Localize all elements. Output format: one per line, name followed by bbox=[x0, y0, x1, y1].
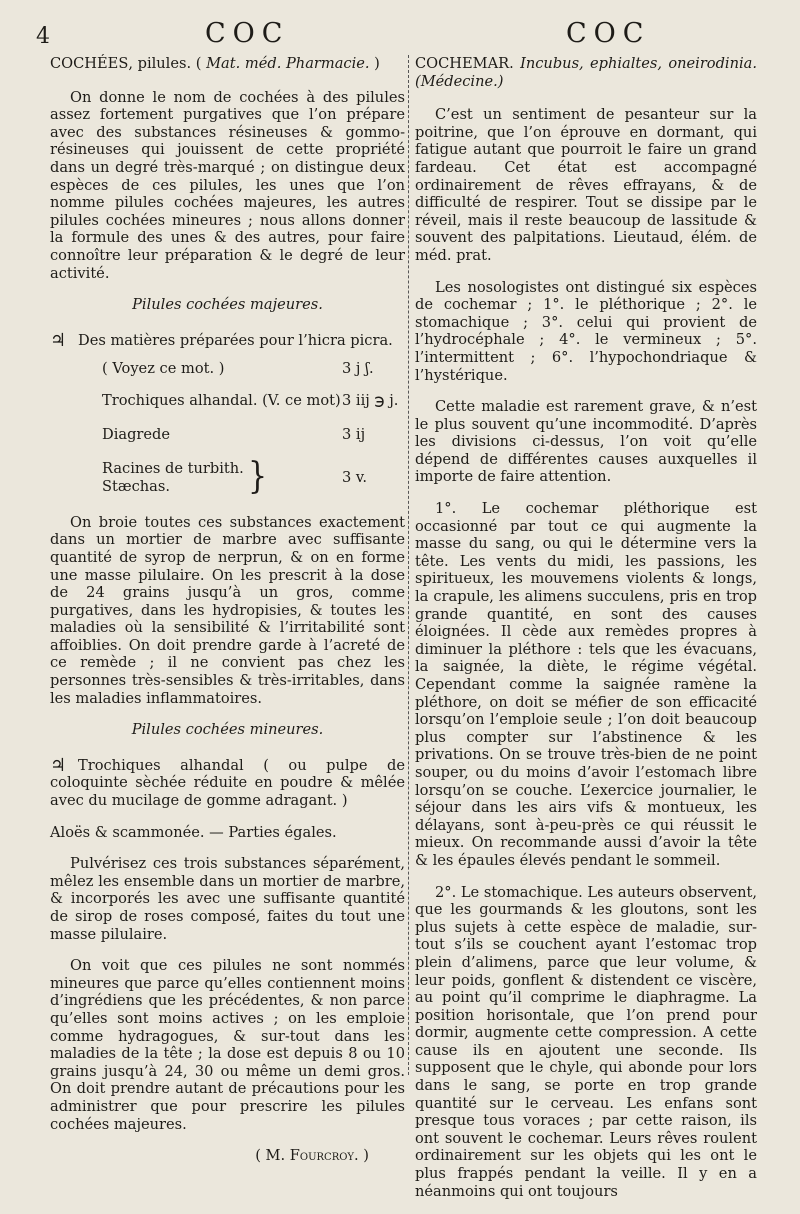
recipe-paragraph bbox=[50, 754, 405, 810]
recipe-group bbox=[50, 455, 405, 500]
entry-title: COCHÉES bbox=[50, 55, 129, 72]
paragraph: 2°. Le stomachique. Les auteurs observent, que les gourmands & les gloutons, sont les plus sujets à cette espèce de maladie, sur-tout s’ils se couchent ayant l’estomac trop plein d’alimens, parce que leur volume, & leur poids, gonflent & distendent ce viscère, au point qu’il comprime le diaphragme. La position horisontale, que l’on prend pour dormir, augmente cette compression. A cette cause ils en ajoutent une seconde. Ils supposent que le chyle, qui abonde pour lors dans le sang, se porte en trop grande quantité sur le cerveau. Les enfans sont presque tous voraces ; par cette raison, ils ont souvent le cochemar. Leurs rêves roulent ordinairement sur les objets qui les ont le plus frappés pendant la veille. Il y en a néanmoins qui ont toujours bbox=[415, 883, 757, 1200]
subheading-majeures: Pilules cochées majeures. bbox=[132, 296, 323, 314]
entry-category-close: ) bbox=[374, 55, 380, 72]
page-number: 4 bbox=[36, 24, 50, 49]
recipe-dose: 3 j ʃ. bbox=[342, 359, 374, 377]
paragraph: On broie toutes ces substances exactement dans un mortier de marbre avec suffisante quantité de syrop de nerprun, & on en forme une masse pilulaire. On les prescrit à la dose de 24 grains jusqu’à un gros, comme purgatives, dans les hydropisies, & toutes les maladies où la sensibilité & l’irritabilité sont affoiblies. On doit prendre garde à l’acreté de ce remède ; il ne convient pas chez les personnes très-sensibles & très-irritables, dans les maladies inflammatoires. bbox=[50, 513, 405, 707]
left-column bbox=[50, 55, 405, 1179]
column-divider bbox=[408, 55, 409, 1075]
recipe-ingredient: ( Voyez ce mot. ) bbox=[102, 359, 225, 377]
subheading-mineures: Pilules cochées mineures. bbox=[131, 721, 324, 739]
right-column bbox=[415, 55, 757, 1214]
entry-subtitle: Incubus, ephialtes, oneirodinia. (Médecine.) bbox=[415, 55, 757, 90]
entry-category: Mat. méd. Pharmacie. bbox=[206, 55, 370, 72]
recipe-ingredient: Des matières préparées pour l’hicra picra. bbox=[78, 331, 393, 349]
recipe-line: Aloës & scammonée. — Parties égales. bbox=[50, 823, 337, 841]
recipe-ingredient: Trochiques alhandal ( ou pulpe de coloquinte sèchée réduite en poudre & mêlée avec du mucilage de gomme adragant. ) bbox=[50, 756, 405, 810]
recipe-ingredient: Diagrede bbox=[102, 425, 171, 443]
paragraph: 1°. Le cochemar pléthorique est occasionné par tout ce qui augmente la masse du sang, ou qui le détermine vers la tête. Les vents du midi, les passions, les spiritueux, les mouvemens violents & longs, la crapule, les alimens succulens, pris en trop grande quantité, en sont des causes éloignées. Il cède aux remèdes propres à diminuer la pléthore : tels que les évacuans, la saignée, la diète, le régime végétal. Cependant comme la saignée ramène la pléthore, on doit se méfier de son efficacité lorsqu’on l’emploie seule ; l’on doit beaucoup plus compter sur l’abstinence & les privations. On se trouve très-bien de ne point souper, ou du moins d’avoir l’estomach libre lorsqu’on se couche. L’exercice journalier, le séjour dans les airs vifs & montueux, les délayans, sont à-peu-près ce qui réussit le mieux. On recommande aussi d’avoir la tête & les épaules élevés pendant le sommeil. bbox=[415, 500, 757, 869]
author-signature: ( M. Fourcroy. ) bbox=[255, 1147, 369, 1165]
recipe-dose: 3 iij ℈ j. bbox=[342, 391, 399, 409]
recipe-dose: 3 v. bbox=[342, 468, 368, 486]
paragraph: On voit que ces pilules ne sont nommés mineures que parce qu’elles contiennent moins d’ingrédiens que les précédentes, & non parce qu’elles sont moins actives ; on les emploie comme hydragogues, & sur-tout dans les maladies de la tête ; la dose est depuis 8 ou 10 grains jusqu’à 24, 30 ou même un demi gros. On doit prendre autant de précautions pour les administrer que pour prescrire les pilules cochées majeures. bbox=[50, 957, 405, 1133]
paragraph: On donne le nom de cochées à des pilules assez fortement purgatives que l’on prépare avec des substances résineuses & gommo-résineuses qui jouissent de cette propriété dans un degré très-marqué ; on distingue deux espèces de ces pilules, les unes que l’on nomme pilules cochées majeures, les autres pilules cochées mineures ; nous allons donner la formule des unes & des autres, pour faire connoître leur préparation & le degré de leur activité. bbox=[50, 88, 405, 282]
paragraph: Cette maladie est rarement grave, & n’est le plus souvent qu’une incommodité. D’après les divisions ci-dessus, l’on voit qu’elle dépend de différentes causes auxquelles il importe de faire attention. bbox=[415, 398, 757, 486]
entry-title: COCHEMAR. bbox=[415, 55, 514, 72]
recipe-line bbox=[50, 360, 405, 382]
recipe-symbol: ♃ bbox=[50, 329, 67, 351]
brace-mark: } bbox=[248, 455, 268, 498]
recipe-line bbox=[50, 329, 405, 354]
entry-heading-cochees bbox=[50, 55, 405, 73]
recipe-dose: 3 ij bbox=[342, 425, 366, 443]
running-head-right: COC bbox=[566, 18, 651, 49]
paragraph: Pulvérisez ces trois substances séparément, mêlez les ensemble dans un mortier de marbre, & incorporés les avec une suffisante quantité de sirop de roses composé, faites du tout une masse pilulaire. bbox=[50, 855, 405, 943]
recipe-ingredient: Trochiques alhandal. (V. ce mot) bbox=[102, 391, 341, 409]
recipe-line bbox=[50, 392, 405, 412]
paragraph: Les nosologistes ont distingué six espèces de cochemar ; 1°. le pléthorique ; 2°. le stomachique ; 3°. celui qui provient de l’hydrocéphale ; 4°. le vermineux ; 5°. l’intermittent ; 6°. l’hypochondriaque & l’hystérique. bbox=[415, 278, 757, 384]
recipe-line bbox=[50, 426, 405, 446]
entry-heading-cochemar bbox=[415, 55, 757, 90]
running-head-left: COC bbox=[205, 18, 290, 49]
recipe-ingredient: Racines de turbith. bbox=[102, 459, 244, 477]
paragraph: C’est un sentiment de pesanteur sur la poitrine, que l’on éprouve en dormant, qui fatigue autant que pourroit le faire un grand fardeau. Cet état est accompagné ordinairement de rêves effrayans, & de difficulté de respirer. Tout se dissipe par le réveil, mais il reste beaucoup de lassitude & souvent des palpitations. Lieutaud, élém. de méd. prat. bbox=[415, 106, 757, 264]
recipe-symbol: ♃ bbox=[50, 754, 67, 776]
entry-title-rest: , pilules. ( bbox=[128, 55, 202, 72]
recipe-ingredient: Stæchas. bbox=[102, 477, 170, 495]
